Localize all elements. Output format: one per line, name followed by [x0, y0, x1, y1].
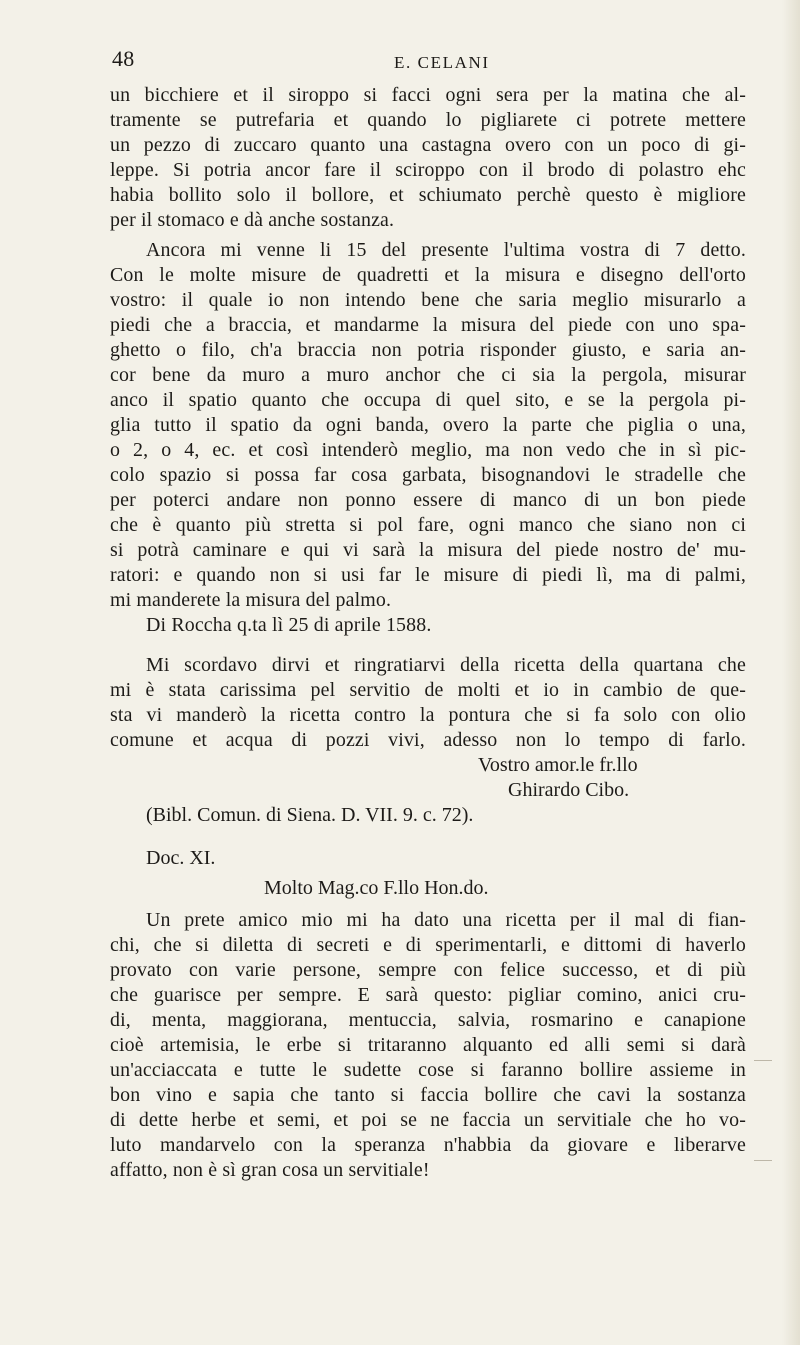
text-line: o 2, o 4, ec. et così intenderò meglio, ma non vedo che in sì pic-: [110, 439, 746, 461]
text-line: bon vino e sapia che tanto si faccia bollire che cavi la sostanza: [110, 1084, 746, 1106]
text-line: habia bollito solo il bollore, et schiumato perchè questo è migliore: [110, 184, 746, 206]
text-line: si potrà caminare e qui vi sarà la misura del piede nostro de' mu-: [110, 539, 746, 561]
text-line: per poterci andare non ponno essere di manco di un bon piede: [110, 489, 746, 511]
salutation: Molto Mag.co F.llo Hon.do.: [264, 877, 489, 899]
text-line: di dette herbe et semi, et poi se ne faccia un servitiale che ho vo-: [110, 1109, 746, 1131]
signature: Ghirardo Cibo.: [508, 779, 630, 801]
text-line: per il stomaco e dà anche sostanza.: [110, 209, 395, 231]
dateline: Di Roccha q.ta lì 25 di aprile 1588.: [146, 614, 432, 636]
text-line: colo spazio si possa far cosa garbata, bisognandovi le stradelle che: [110, 464, 746, 486]
text-line: vostro: il quale io non intendo bene che saria meglio misurarlo a: [110, 289, 746, 311]
text-line: Con le molte misure de quadretti et la misura e disegno dell'orto: [110, 264, 746, 286]
text-line: piedi che a braccia, et mandarme la misura del piede con uno spa-: [110, 314, 746, 336]
text-line: cioè artemisia, le erbe si tritaranno alquanto ed alli semi si darà: [110, 1034, 746, 1056]
page-edge-shadow: [782, 0, 800, 1345]
page-number: 48: [112, 46, 135, 71]
text-line: affatto, non è sì gran cosa un servitiale!: [110, 1159, 430, 1181]
text-line: provato con varie persone, sempre con felice successo, et di più: [110, 959, 746, 981]
text-line: Ancora mi venne li 15 del presente l'ultima vostra di 7 detto.: [146, 239, 746, 261]
source-citation: (Bibl. Comun. di Siena. D. VII. 9. c. 72).: [146, 804, 474, 826]
text-line: sta vi manderò la ricetta contro la pontura che si fa solo con olio: [110, 704, 746, 726]
document-heading: Doc. XI.: [146, 847, 216, 869]
text-line: mi manderete la misura del palmo.: [110, 589, 392, 611]
margin-mark: [754, 1160, 772, 1161]
text-line: un'acciaccata e tutte le sudette cose si faranno bollire assieme in: [110, 1059, 746, 1081]
text-line: anco il spatio quanto che occupa di quel sito, e se la pergola pi-: [110, 389, 746, 411]
text-line: un pezzo di zuccaro quanto una castagna overo con un poco di gi-: [110, 134, 746, 156]
text-line: leppe. Si potria ancor fare il sciroppo con il brodo di polastro ehc: [110, 159, 746, 181]
text-line: di, menta, maggiorana, mentuccia, salvia, rosmarino e canapione: [110, 1009, 746, 1031]
text-line: cor bene da muro a muro anchor che ci sia la pergola, misurar: [110, 364, 746, 386]
text-line: che è quanto più stretta si pol fare, ogni manco che siano non ci: [110, 514, 746, 536]
text-line: Mi scordavo dirvi et ringratiarvi della ricetta della quartana che: [146, 654, 746, 676]
margin-mark: [754, 1060, 772, 1061]
text-line: chi, che si diletta di secreti e di sperimentarli, e dittomi di haverlo: [110, 934, 746, 956]
text-line: che guarisce per sempre. E sarà questo: pigliar comino, anici cru-: [110, 984, 746, 1006]
text-line: Un prete amico mio mi ha dato una ricetta per il mal di fian-: [146, 909, 746, 931]
text-line: un bicchiere et il siroppo si facci ogni sera per la matina che al-: [110, 84, 746, 106]
text-line: comune et acqua di pozzi vivi, adesso non lo tempo di farlo.: [110, 729, 746, 751]
text-line: glia tutto il spatio da ogni banda, overo la parte che piglia o una,: [110, 414, 746, 436]
text-line: mi è stata carissima pel servitio de molti et io in cambio de que-: [110, 679, 746, 701]
letter-closing: Vostro amor.le fr.llo: [478, 754, 638, 776]
text-line: tramente se putrefaria et quando lo pigliarete ci potrete mettere: [110, 109, 746, 131]
running-head: E. CELANI: [394, 53, 490, 72]
text-line: ratori: e quando non si usi far le misure di piedi lì, ma di palmi,: [110, 564, 746, 586]
text-line: luto mandarvelo con la speranza n'habbia da giovare e liberarve: [110, 1134, 746, 1156]
text-line: ghetto o filo, ch'a braccia non potria risponder giusto, e saria an-: [110, 339, 746, 361]
